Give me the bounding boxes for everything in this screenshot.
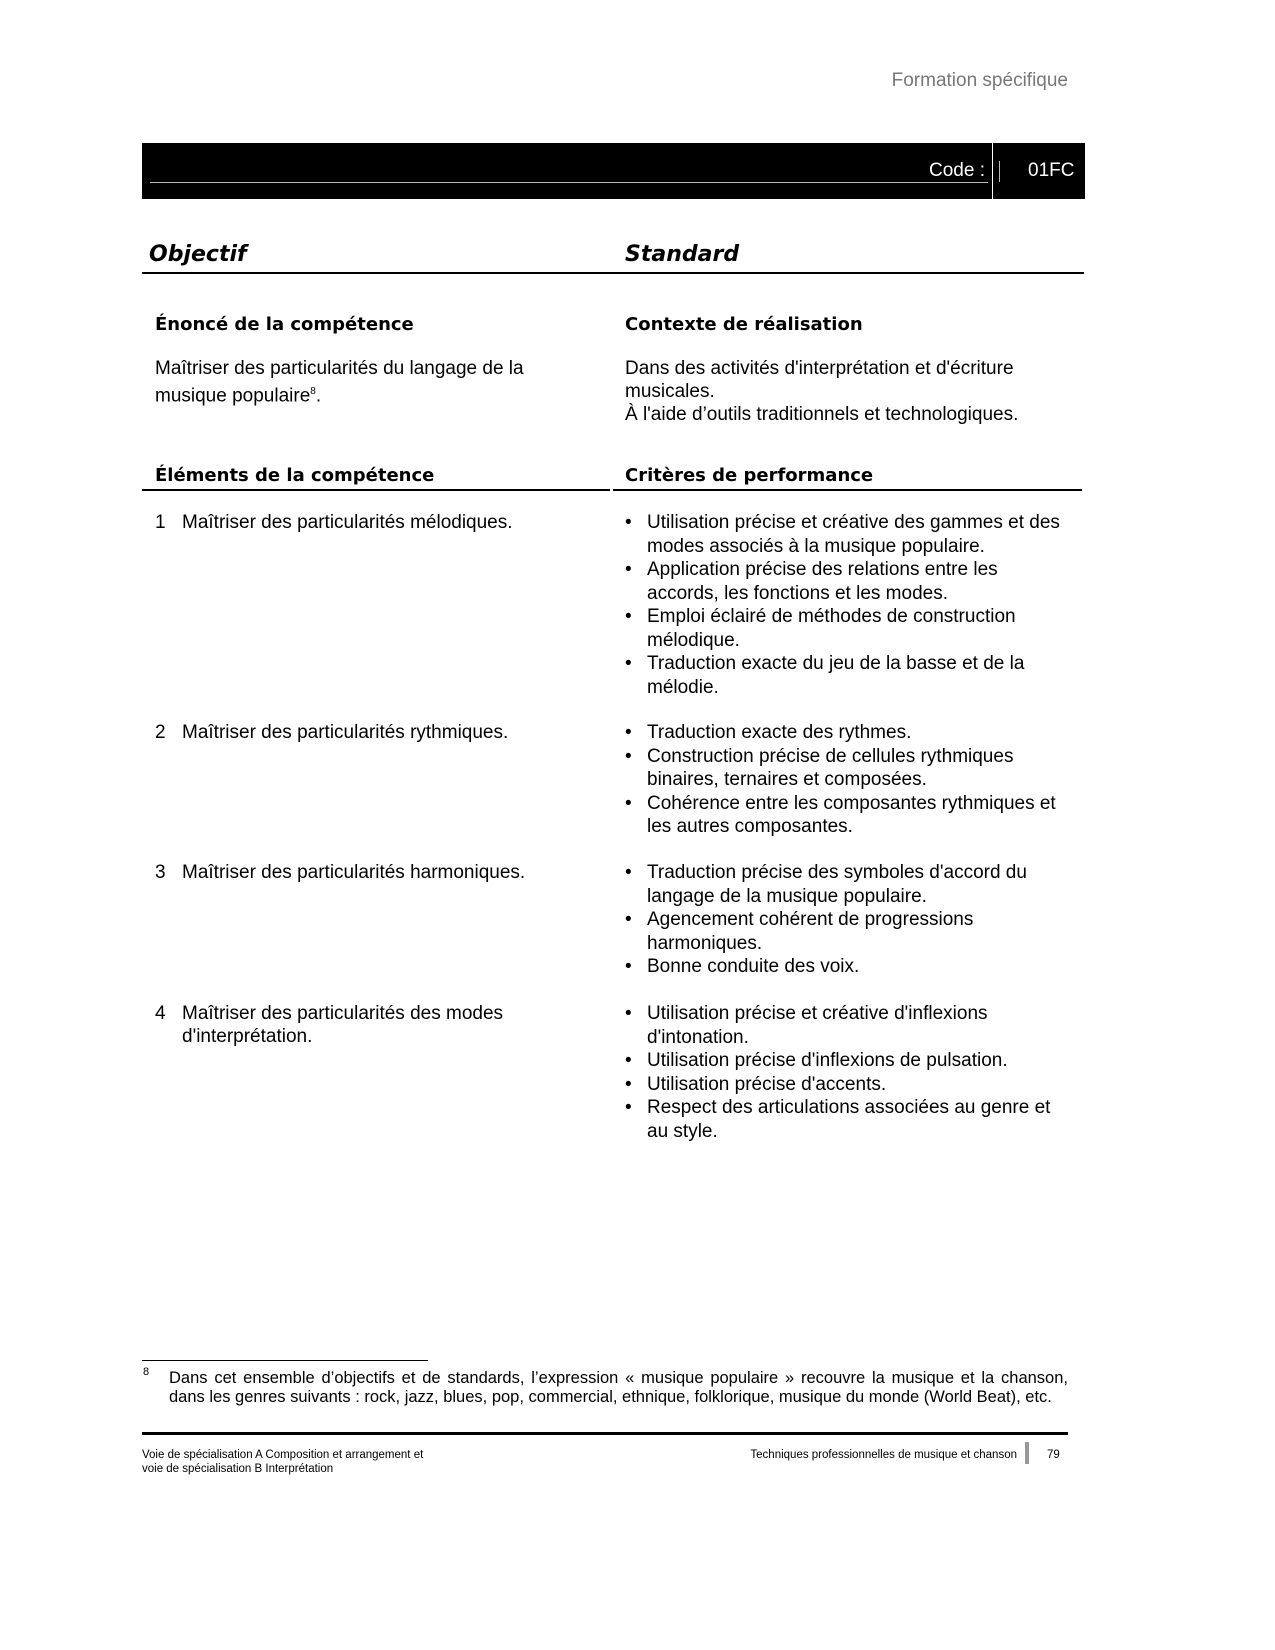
code-value: 01FC bbox=[1028, 160, 1075, 181]
bullet-icon: • bbox=[625, 653, 632, 674]
criteres-heading: Critères de performance bbox=[625, 465, 874, 486]
criteria-list-2 bbox=[625, 721, 1065, 839]
enonce-text bbox=[155, 357, 575, 407]
criterion-text: Traduction exacte du jeu de la basse et de la mélodie. bbox=[647, 653, 1025, 698]
section-standard: Standard bbox=[625, 242, 740, 267]
bullet-icon: • bbox=[625, 1003, 632, 1024]
criterion-text: Respect des articulations associées au genre et au style. bbox=[647, 1097, 1051, 1142]
criterion-text: Utilisation précise d'inflexions de pulsation. bbox=[647, 1050, 1008, 1071]
criterion bbox=[625, 1049, 1065, 1073]
criterion bbox=[625, 721, 1065, 745]
element-number: 1 bbox=[155, 512, 166, 533]
footer-title: Techniques professionnelles de musique et chanson bbox=[750, 1449, 1017, 1461]
criteria-list-1 bbox=[625, 511, 1065, 699]
criterion bbox=[625, 652, 1065, 699]
criterion bbox=[625, 511, 1065, 558]
criterion-text: Utilisation précise et créative d'inflexions d'intonation. bbox=[647, 1003, 988, 1048]
contexte-line: Dans des activités d'interprétation et d'écriture musicales. bbox=[625, 358, 1014, 402]
criterion-text: Cohérence entre les composantes rythmiques et les autres composantes. bbox=[647, 792, 1056, 837]
footer-divider bbox=[1025, 1442, 1029, 1464]
bullet-icon: • bbox=[625, 1050, 632, 1071]
bullet-icon: • bbox=[625, 956, 632, 977]
bullet-icon: • bbox=[625, 512, 632, 533]
criterion-text: Agencement cohérent de progressions harmoniques. bbox=[647, 909, 974, 954]
criterion bbox=[625, 792, 1065, 839]
criteria-list-3 bbox=[625, 861, 1065, 979]
criteria-list-4 bbox=[625, 1002, 1065, 1143]
bullet-icon: • bbox=[625, 606, 632, 627]
footnote-rule bbox=[142, 1360, 428, 1361]
criterion bbox=[625, 861, 1065, 908]
bar-rule bbox=[150, 182, 988, 183]
bar-divider bbox=[992, 143, 993, 199]
element-number: 4 bbox=[155, 1003, 166, 1024]
contexte-heading: Contexte de réalisation bbox=[625, 314, 863, 335]
footer-rule bbox=[142, 1432, 1068, 1435]
bar-tick bbox=[999, 161, 1000, 182]
criterion-text: Traduction exacte des rythmes. bbox=[647, 722, 912, 743]
contexte-line: À l'aide d’outils traditionnels et technologiques. bbox=[625, 404, 1019, 425]
bullet-icon: • bbox=[625, 1073, 632, 1095]
element-text: Maîtriser des particularités des modes d'interprétation. bbox=[182, 1003, 504, 1047]
bullet-icon: • bbox=[625, 559, 632, 580]
criterion bbox=[625, 605, 1065, 652]
criterion-text: Construction précise de cellules rythmiques binaires, ternaires et composées. bbox=[647, 745, 1014, 790]
bullet-icon: • bbox=[625, 909, 632, 930]
criterion bbox=[625, 745, 1065, 792]
element-text: Maîtriser des particularités harmoniques. bbox=[182, 862, 526, 883]
element-text: Maîtriser des particularités rythmiques. bbox=[182, 722, 509, 743]
element-row-2 bbox=[155, 721, 595, 744]
code-label: Code : bbox=[929, 160, 985, 181]
criterion bbox=[625, 908, 1065, 955]
element-text: Maîtriser des particularités mélodiques. bbox=[182, 512, 513, 533]
footer-left-line: Voie de spécialisation A Composition et arrangement et bbox=[142, 1449, 424, 1461]
criterion-text: Traduction précise des symboles d'accord du langage de la musique populaire. bbox=[647, 862, 1027, 907]
code-bar bbox=[142, 143, 1085, 199]
criterion bbox=[625, 1096, 1065, 1143]
enonce-end: . bbox=[315, 385, 322, 407]
element-row-3 bbox=[155, 861, 595, 884]
page-number: 79 bbox=[1047, 1449, 1060, 1461]
bullet-icon: • bbox=[625, 722, 632, 743]
criterion bbox=[625, 955, 1065, 979]
bullet-icon: • bbox=[625, 745, 632, 767]
criterion-text: Application précise des relations entre les accords, les fonctions et les modes. bbox=[647, 559, 998, 604]
criterion-text: Bonne conduite des voix. bbox=[647, 956, 860, 977]
footnote-ref: 8 bbox=[310, 386, 316, 397]
criteres-rule bbox=[613, 489, 1082, 491]
contexte-text bbox=[625, 357, 1045, 426]
enonce-body: Maîtriser des particularités du langage de la musique populaire bbox=[155, 358, 524, 407]
criterion bbox=[625, 1002, 1065, 1049]
elements-heading: Éléments de la compétence bbox=[155, 465, 435, 486]
section-objectif: Objectif bbox=[149, 242, 247, 267]
element-number: 3 bbox=[155, 862, 166, 883]
enonce-heading: Énoncé de la compétence bbox=[155, 314, 414, 335]
element-number: 2 bbox=[155, 722, 166, 743]
section-rule bbox=[142, 272, 1084, 274]
criterion bbox=[625, 1073, 1065, 1097]
criterion-text: Utilisation précise et créative des gammes et des modes associés à la musique populaire. bbox=[647, 512, 1060, 557]
footer-left bbox=[142, 1448, 423, 1476]
criterion-text: Utilisation précise d'accents. bbox=[647, 1073, 887, 1095]
element-row-1 bbox=[155, 511, 595, 534]
bullet-icon: • bbox=[625, 862, 632, 883]
footnote-text: Dans cet ensemble d’objectifs et de standards, l’expression « musique populaire » recouvre la musique et la chanson, dans les genres suivants : rock, jazz, blues, pop, commercial, ethnique, folklorique, musique du monde (World Beat), etc. bbox=[169, 1369, 1068, 1406]
footer-left-line: voie de spécialisation B Interprétation bbox=[142, 1463, 334, 1475]
criterion-text: Emploi éclairé de méthodes de construction mélodique. bbox=[647, 606, 1016, 651]
running-header: Formation spécifique bbox=[891, 70, 1068, 91]
footnote-number: 8 bbox=[143, 1366, 150, 1378]
bullet-icon: • bbox=[625, 1097, 632, 1118]
bullet-icon: • bbox=[625, 792, 632, 814]
criterion bbox=[625, 558, 1065, 605]
element-row-4 bbox=[155, 1002, 595, 1048]
elements-rule bbox=[142, 489, 610, 491]
